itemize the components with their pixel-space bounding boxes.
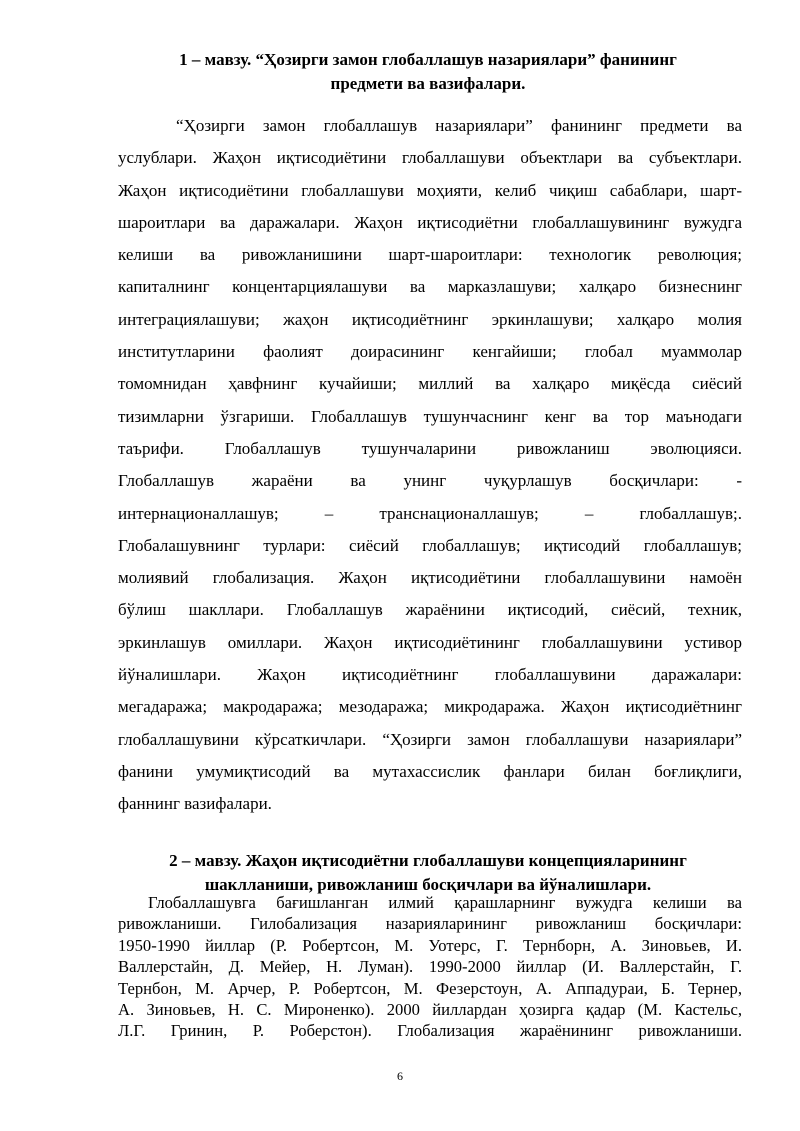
section-1-body: [118, 110, 742, 821]
section-2-title-line: 2 – мавзу. Жаҳон иқтисодиётни глобаллашуви концепцияларининг: [169, 851, 687, 870]
paragraph-line: эркинлашув омиллари. Жаҳон иқтисодиётининг глобаллашувини устивор: [118, 632, 742, 652]
paragraph-line: тизимларни ўзгариши. Глобаллашув тушунчаснинг кенг ва тор маънодаги: [118, 406, 742, 426]
section-2-body: [118, 892, 742, 1042]
paragraph-line: Валлерстайн, Д. Мейер, Н. Луман). 1990-2000 йиллар (И. Валлерстайн, Г.: [118, 957, 742, 977]
paragraph-line: “Ҳозирги замон глобаллашув назариялари” фанининг предмети ва: [176, 116, 742, 135]
paragraph-line: фанини умумиқтисодий ва мутахассислик фанлари билан боғлиқлиги,: [118, 761, 742, 781]
paragraph-line: келиши ва ривожланишини шарт-шароитлари: технологик революция;: [118, 245, 742, 265]
paragraph-line: томомнидан ҳавфнинг кучайиши; миллий ва халқаро миқёсда сиёсий: [118, 374, 742, 394]
paragraph-line: таърифи. Глобаллашув тушунчаларини ривожланиш эволюцияси.: [118, 438, 742, 458]
paragraph-line: Жаҳон иқтисодиётини глобаллашуви моҳияти, келиб чиқиш сабаблари, шарт-: [118, 180, 742, 200]
paragraph-line: услублари. Жаҳон иқтисодиётини глобаллашуви объектлари ва субъектлари.: [118, 148, 742, 168]
paragraph-line: молиявий глобализация. Жаҳон иқтисодиётини глобаллашувини намоён: [118, 568, 742, 588]
paragraph-line: 1950-1990 йиллар (Р. Робертсон, М. Уотерс, Г. Тернборн, А. Зиновьев, И.: [118, 935, 742, 955]
paragraph-line: Глобаллашув жараёни ва унинг чуқурлашув босқичлари: -: [118, 471, 742, 491]
paragraph-line: бўлиш шакллари. Глобаллашув жараёнини иқтисодий, сиёсий, техник,: [118, 600, 742, 620]
section-2-title-line: шаклланиши, ривожланиш босқичлари ва йўналишлари.: [204, 875, 652, 894]
section-1-title-line: предмети ва вазифалари.: [330, 74, 526, 93]
paragraph-line: интернационаллашув; – транснационаллашув; – глобаллашув;.: [118, 503, 742, 523]
paragraph-line: Л.Г. Гринин, Р. Роберстон). Глобализация жараёнининг ривожланиши.: [118, 1021, 742, 1041]
paragraph-line: интеграциялашуви; жаҳон иқтисодиётнинг эркинлашуви; халқаро молия: [118, 309, 742, 329]
paragraph-line: Глобаллашувга бағишланган илмий қарашларнинг вужудга келиши ва: [148, 893, 742, 912]
paragraph-line: мегадаража; макродаража; мезодаража; микродаража. Жаҳон иқтисодиётнинг: [118, 697, 742, 717]
paragraph-line: Глобалашувнинг турлари: сиёсий глобаллашув; иқтисодий глобаллашув;: [118, 535, 742, 555]
paragraph-line: глобаллашувини кўрсаткичлари. “Ҳозирги замон глобаллашуви назариялари”: [118, 729, 742, 749]
section-1-title: [118, 48, 738, 96]
paragraph-line: йўналишлари. Жаҳон иқтисодиётнинг глобаллашувини даражалари:: [118, 665, 742, 685]
paragraph-line: ривожланиши. Гилобализация назарияларининг ривожланиш босқичлари:: [118, 914, 742, 934]
paragraph-line: институтларини фаолият доирасининг кенгайиши; глобал муаммолар: [118, 342, 742, 362]
paragraph-line: капиталнинг концентарциялашуви ва марказлашуви; халқаро бизнеснинг: [118, 277, 742, 297]
paragraph-line: фаннинг вазифалари.: [118, 794, 272, 814]
paragraph-line: Тернбон, М. Арчер, Р. Робертсон, М. Фезерстоун, А. Аппадураи, Б. Тернер,: [118, 978, 742, 998]
section-2-title: [118, 849, 738, 897]
page-number: 6: [397, 1069, 403, 1083]
paragraph-line: шароитлари ва даражалари. Жаҳон иқтисодиётни глобаллашувининг вужудга: [118, 212, 742, 232]
section-1-title-line: 1 – мавзу. “Ҳозирги замон глобаллашув назариялари” фанининг: [179, 50, 677, 69]
paragraph-line: А. Зиновьев, Н. С. Мироненко). 2000 йиллардан ҳозирга қадар (М. Кастельс,: [118, 999, 742, 1019]
